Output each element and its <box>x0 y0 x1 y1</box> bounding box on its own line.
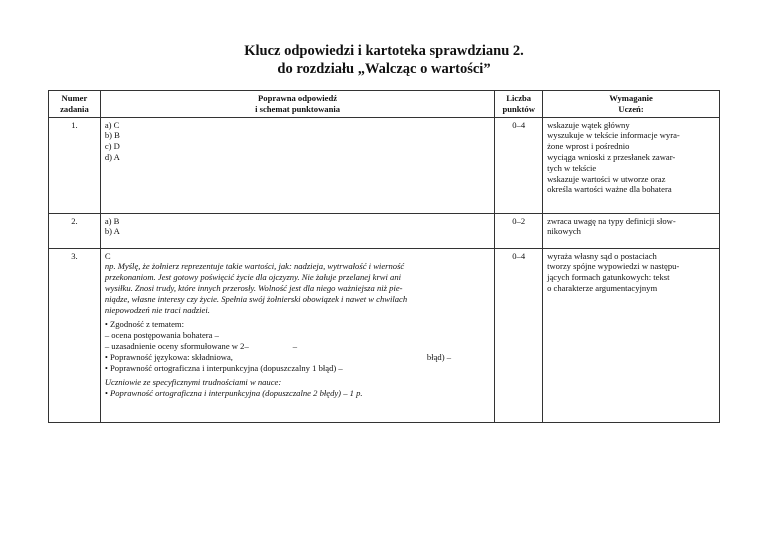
answer-item: b) B <box>104 130 120 141</box>
task-number: 3. <box>49 248 101 422</box>
requirement-line: jących formach gatunkowych: tekst <box>547 272 670 283</box>
table-header-row <box>49 91 720 118</box>
answer-item: a) B <box>104 215 120 226</box>
requirement-line: tych w tekście <box>547 162 597 173</box>
example-answer-line: np. Myślę, że żołnierz reprezentuje takie wartości, jak: nadzieja, wytrwałość i wierność <box>104 261 405 272</box>
requirement-line: wyciąga wnioski z przesłanek zawar- <box>547 151 676 162</box>
header-points-line-2: punktów <box>502 103 535 114</box>
requirement-line: zwraca uwagę na typy definicji słow- <box>547 215 676 226</box>
requirement-line: nikowych <box>547 226 581 237</box>
special-needs-line: • Poprawność ortograficzna i interpunkcyjna (dopuszczalne 2 błędy) – 1 p. <box>104 388 363 399</box>
header-answer-line-1: Poprawna odpowiedź <box>258 93 338 103</box>
header-number-line-2: zadania <box>60 103 89 114</box>
criterion-line <box>105 352 490 363</box>
requirement-line: określa wartości ważne dla bohatera <box>547 184 672 195</box>
header-requirement-line-2: Uczeń: <box>618 103 644 114</box>
header-answer <box>100 91 494 118</box>
requirement-cell <box>543 117 720 213</box>
criterion-line <box>105 341 490 352</box>
answer-letter: C <box>104 250 111 261</box>
answer-item: d) A <box>104 151 120 162</box>
answer-cell <box>100 248 494 422</box>
header-points-line-1: Liczba <box>506 93 532 103</box>
header-number <box>49 91 101 118</box>
criterion-line: – ocena postępowania bohatera – <box>104 330 219 341</box>
example-answer-line: niądze, własne interesy czy życie. Spełnia swój żołnierski obowiązek i nawet w chwilach <box>104 293 408 304</box>
example-answer-line: niepowodzeń nie traci nadziei. <box>104 304 210 315</box>
table-row <box>49 248 720 422</box>
title-line-2: do rozdziału „Walcząc o wartości” <box>277 61 491 77</box>
header-requirement <box>543 91 720 118</box>
task-number: 2. <box>49 213 101 248</box>
criterion-text: – uzasadnienie oceny sformułowane w 2– <box>104 340 249 351</box>
table-row <box>49 117 720 213</box>
points-cell: 0–2 <box>495 213 543 248</box>
answer-item: b) A <box>104 226 120 237</box>
requirement-line: wyszukuje w tekście informacje wyra- <box>547 130 680 141</box>
answer-cell <box>100 117 494 213</box>
answer-key-table <box>48 90 720 423</box>
requirement-line: wyraża własny sąd o postaciach <box>547 250 657 261</box>
header-points <box>495 91 543 118</box>
criterion-trailing: błąd) – <box>426 351 452 362</box>
requirement-line: o charakterze argumentacyjnym <box>547 282 658 293</box>
task-number: 1. <box>49 117 101 213</box>
title-line-1: Klucz odpowiedzi i kartoteka sprawdzianu 2. <box>244 43 524 59</box>
header-answer-line-2: i schemat punktowania <box>255 103 341 114</box>
header-requirement-line-1: Wymaganie <box>609 93 653 103</box>
special-needs-heading: Uczniowie ze specyficznymi trudnościami w nauce: <box>104 377 282 388</box>
example-answer-line: przekonaniom. Jest gotowy poświęcić życie dla ojczyzny. Nie żałuje przelanej krwi ani <box>104 272 402 283</box>
points-cell: 0–4 <box>495 117 543 213</box>
requirement-line: wskazuje wartości w utworze oraz <box>547 173 666 184</box>
answer-item: c) D <box>104 141 120 152</box>
document-title <box>0 42 768 78</box>
requirement-cell <box>543 213 720 248</box>
requirement-line: wskazuje wątek główny <box>547 119 630 130</box>
requirement-cell <box>543 248 720 422</box>
criterion-line: • Poprawność ortograficzna i interpunkcyjna (dopuszczalny 1 błąd) – <box>104 362 343 373</box>
table-row <box>49 213 720 248</box>
answer-cell <box>100 213 494 248</box>
criterion-trailing: – <box>292 340 298 351</box>
criterion-text: • Poprawność językowa: składniowa, <box>104 351 233 362</box>
requirement-line: żone wprost i pośrednio <box>547 141 630 152</box>
requirement-line: tworzy spójne wypowiedzi w następu- <box>547 261 680 272</box>
criterion-line: • Zgodność z tematem: <box>104 319 184 330</box>
points-cell: 0–4 <box>495 248 543 422</box>
header-number-line-1: Numer <box>61 93 88 103</box>
example-answer-line: wysiłku. Znosi trudy, które innych przerosły. Wolność jest dla niego ważniejsza niż pie- <box>104 282 403 293</box>
answer-item: a) C <box>104 119 120 130</box>
